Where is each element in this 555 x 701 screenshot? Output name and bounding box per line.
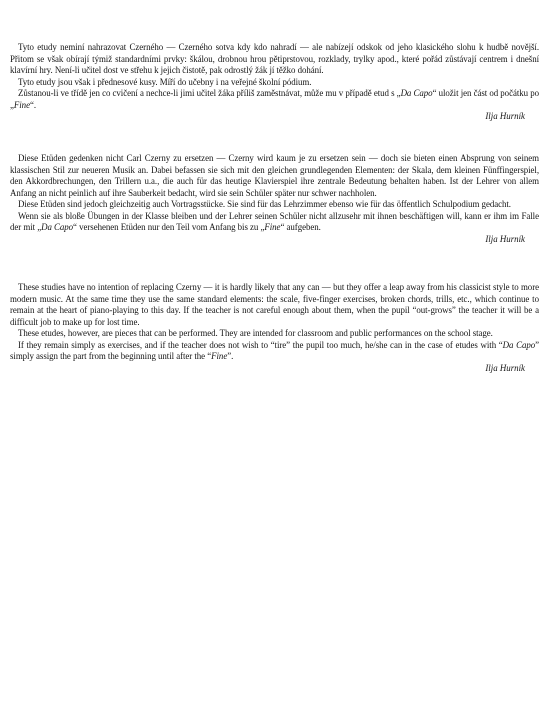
german-da-capo: Da Capo: [41, 222, 74, 232]
german-p3-text-b: “ versehenen Etüden nur den Teil vom Anfang bis zu „: [73, 222, 265, 232]
german-fine: Fine: [264, 222, 281, 232]
czech-paragraph-2: Tyto etudy jsou však i přednesové kusy. Míří do učebny i na veřejné školní pódium.: [18, 76, 312, 87]
czech-paragraph-1: Tyto etudy neminí nahrazovat Czerného — Czerného sotva kdy kdo nahradí — ale nabízejí odskok od jeho klasického slohu k hudbě novější. Přitom se však obírají týmiž standardními prvky: škálou, drobnou hrou pětiprstovou, rozklady, trylky apod., které pořád zůstávají centrem i dnešní klavírní hry. Není-li učitel dost ve střehu k jejich čistotě, pak odrostlý žák jí těžko dohání.: [10, 42, 539, 75]
english-paragraph-2: These etudes, however, are pieces that can be performed. They are intended for classroom and public performances on the school stage.: [18, 328, 493, 338]
german-paragraph-2: Diese Etüden sind jedoch gleichzeitig auch Vortragsstücke. Sie sind für das Lehrzimmer ebenso wie für das öffentlich Schulpodium gedacht.: [18, 199, 511, 209]
english-p3-text-a: If they remain simply as exercises, and if the teacher does not wish to “tire” the pupil too much, he/she can in the case of etudes with “: [18, 339, 503, 350]
german-section: [10, 153, 539, 245]
czech-p3-text-b: “ uložit jen část od počátku po „: [10, 88, 539, 110]
english-p3-text-c: ”.: [227, 351, 234, 361]
english-fine: Fine: [211, 351, 228, 361]
german-paragraph-1: Diese Etüden gedenken nicht Carl Czerny zu ersetzen — Czerny wird kaum je zu ersetzen sein — doch sie bieten einen Absprung von seinem klassischen Stil zur neueren Musik an. Dabei befassen sie sich mit den gleichen grundlegenden Elementen: der Skala, dem kleinen Fünffingerspiel, den Akkordbrechungen, den Trillern u.a., die auch für das heutige Klavierspiel ihre zentrale Bedeutung behalten haben. Ist der Lehrer von allem Anfang an nicht peinlich auf ihre Sauberkeit bedacht, wird sie sein Schüler später nur schwer nachholen.: [10, 153, 539, 198]
czech-fine: Fine: [13, 99, 30, 110]
english-paragraph-3: [10, 340, 539, 363]
german-signature: Ilja Hurník: [485, 233, 525, 244]
german-p3-text-c: “ aufgeben.: [280, 222, 321, 232]
english-paragraph-1: These studies have no intention of replacing Czerny — it is hardly likely that any can — but they offer a leap away from his classicist style to more modern music. At the same time they use the same standard elements: the scale, five-finger exercises, broken chords, trills, etc., which continue to remain at the heart of piano-playing to this day. If the teacher is not careful enough about them, when the pupil “out-grows” the teacher it will be a difficult job to make up for lost time.: [10, 282, 539, 327]
czech-da-capo: Da Capo: [400, 88, 433, 98]
czech-section: [10, 42, 539, 123]
german-p3-text-a: Wenn sie als bloße Übungen in der Klasse bleiben und der Lehrer seinen Schüler nicht allzusehr mit ihnen beschäftigen will, kann er ihm im Falle der mit „: [10, 210, 539, 232]
czech-p3-text-c: “.: [29, 99, 37, 110]
english-da-capo: Da Capo: [502, 339, 536, 350]
czech-paragraph-3: [10, 88, 539, 111]
english-p3-text-b: ” simply assign the part from the beginning until after the “: [10, 339, 540, 361]
english-signature: Ilja Hurník: [485, 362, 525, 373]
czech-signature: Ilja Hurník: [485, 111, 525, 121]
english-section: [10, 282, 539, 374]
german-paragraph-3: [10, 211, 539, 234]
czech-p3-text-a: Zůstanou-li ve třídě jen co cvičení a nechce-li jimi učitel žáka příliš zaměstnávat, může mu v případě etud s „: [18, 88, 401, 98]
